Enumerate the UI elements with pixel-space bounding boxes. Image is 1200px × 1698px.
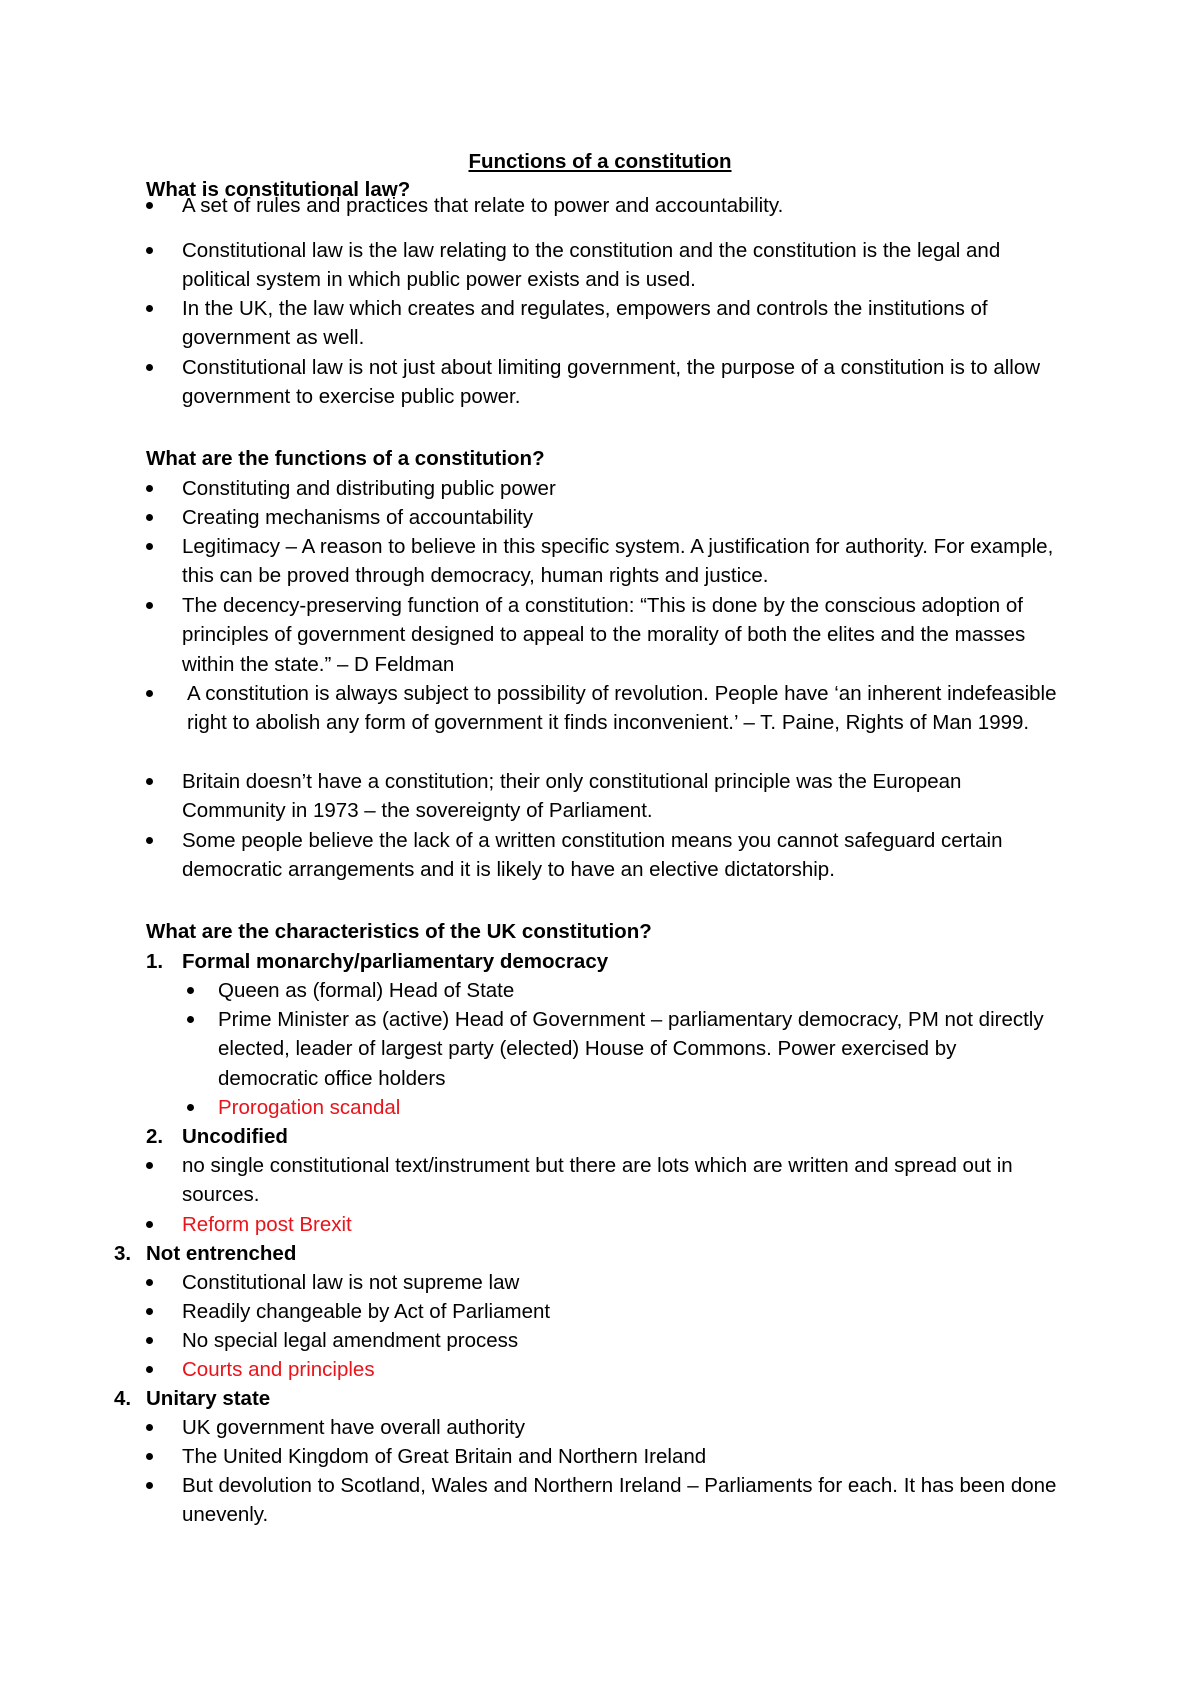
page-title: Functions of a constitution	[468, 150, 732, 173]
list-item: Constitutional law is not just about limiting government, the purpose of a constitution is to allow government to exercise public power.	[182, 353, 1062, 412]
list-item: Constitutional law is the law relating to the constitution and the constitution is the legal and political system in which public power exists and is used.	[182, 236, 1062, 295]
list-item: Some people believe the lack of a written constitution means you cannot safeguard certain democratic arrangements and it is likely to have an elective dictatorship.	[182, 826, 1062, 885]
bullet-icon	[146, 1453, 153, 1460]
bullet-icon	[146, 1366, 153, 1373]
bullet-icon	[146, 364, 153, 371]
bullet-icon	[146, 247, 153, 254]
bullet-icon	[187, 1016, 194, 1023]
bullet-icon	[146, 1162, 153, 1169]
list-item: Creating mechanisms of accountability	[182, 503, 1062, 532]
bullet-icon	[146, 837, 153, 844]
bullet-icon	[187, 987, 194, 994]
list-item: The United Kingdom of Great Britain and Northern Ireland	[182, 1442, 1062, 1471]
list-item: Prime Minister as (active) Head of Government – parliamentary democracy, PM not directly elected, leader of largest party (elected) House of Commons. Power exercised by democratic office holders	[218, 1005, 1062, 1093]
bullet-icon	[187, 1104, 194, 1111]
list-item: Constitutional law is not supreme law	[182, 1268, 1062, 1297]
list-item: Constituting and distributing public power	[182, 474, 1062, 503]
list-item: UK government have overall authority	[182, 1413, 1062, 1442]
list-item: Britain doesn’t have a constitution; their only constitutional principle was the European Community in 1973 – the sovereignty of Parliament.	[182, 767, 1062, 826]
bullet-icon	[146, 1308, 153, 1315]
numbered-item-formal-monarchy: 1. Formal monarchy/parliamentary democracy	[146, 950, 609, 973]
list-item: The decency-preserving function of a constitution: “This is done by the conscious adoption of principles of government designed to appeal to the morality of both the elites and the masses within the state.” – D Feldman	[182, 591, 1062, 679]
list-item: Readily changeable by Act of Parliament	[182, 1297, 1062, 1326]
numbered-item-unitary-state: 4. Unitary state	[114, 1387, 271, 1410]
bullet-icon	[146, 514, 153, 521]
section-heading-functions: What are the functions of a constitution?	[146, 447, 545, 470]
section-heading-constitutional-law: What is constitutional law?	[146, 178, 411, 201]
list-item: No special legal amendment process	[182, 1326, 1062, 1355]
list-item: A constitution is always subject to possibility of revolution. People have ‘an inherent indefeasible right to abolish any form of government it finds inconvenient.’ – T. Paine, Rights of Man 1999.	[187, 679, 1062, 738]
list-item: no single constitutional text/instrument but there are lots which are written and spread out in sources.	[182, 1151, 1062, 1210]
section-heading-characteristics: What are the characteristics of the UK constitution?	[146, 920, 652, 943]
bullet-icon	[146, 778, 153, 785]
numbered-item-not-entrenched: 3. Not entrenched	[114, 1242, 297, 1265]
bullet-icon	[146, 1337, 153, 1344]
list-item: Queen as (formal) Head of State	[218, 976, 1062, 1005]
bullet-icon	[146, 1279, 153, 1286]
bullet-icon	[146, 690, 153, 697]
list-item: In the UK, the law which creates and regulates, empowers and controls the institutions of government as well.	[182, 294, 1062, 353]
bullet-icon	[146, 1221, 153, 1228]
bullet-icon	[146, 305, 153, 312]
bullet-icon	[146, 1424, 153, 1431]
bullet-icon	[146, 1482, 153, 1489]
list-item: Prorogation scandal	[218, 1093, 1062, 1122]
list-item: But devolution to Scotland, Wales and Northern Ireland – Parliaments for each. It has been done unevenly.	[182, 1471, 1062, 1530]
bullet-icon	[146, 602, 153, 609]
numbered-item-uncodified: 2. Uncodified	[146, 1125, 288, 1148]
bullet-icon	[146, 202, 153, 209]
bullet-icon	[146, 543, 153, 550]
list-item: Reform post Brexit	[182, 1210, 1062, 1239]
list-item: A set of rules and practices that relate to power and accountability.	[182, 191, 1062, 220]
list-item: Courts and principles	[182, 1355, 1062, 1384]
list-item: Legitimacy – A reason to believe in this specific system. A justification for authority. For example, this can be proved through democracy, human rights and justice.	[182, 532, 1062, 591]
bullet-icon	[146, 485, 153, 492]
